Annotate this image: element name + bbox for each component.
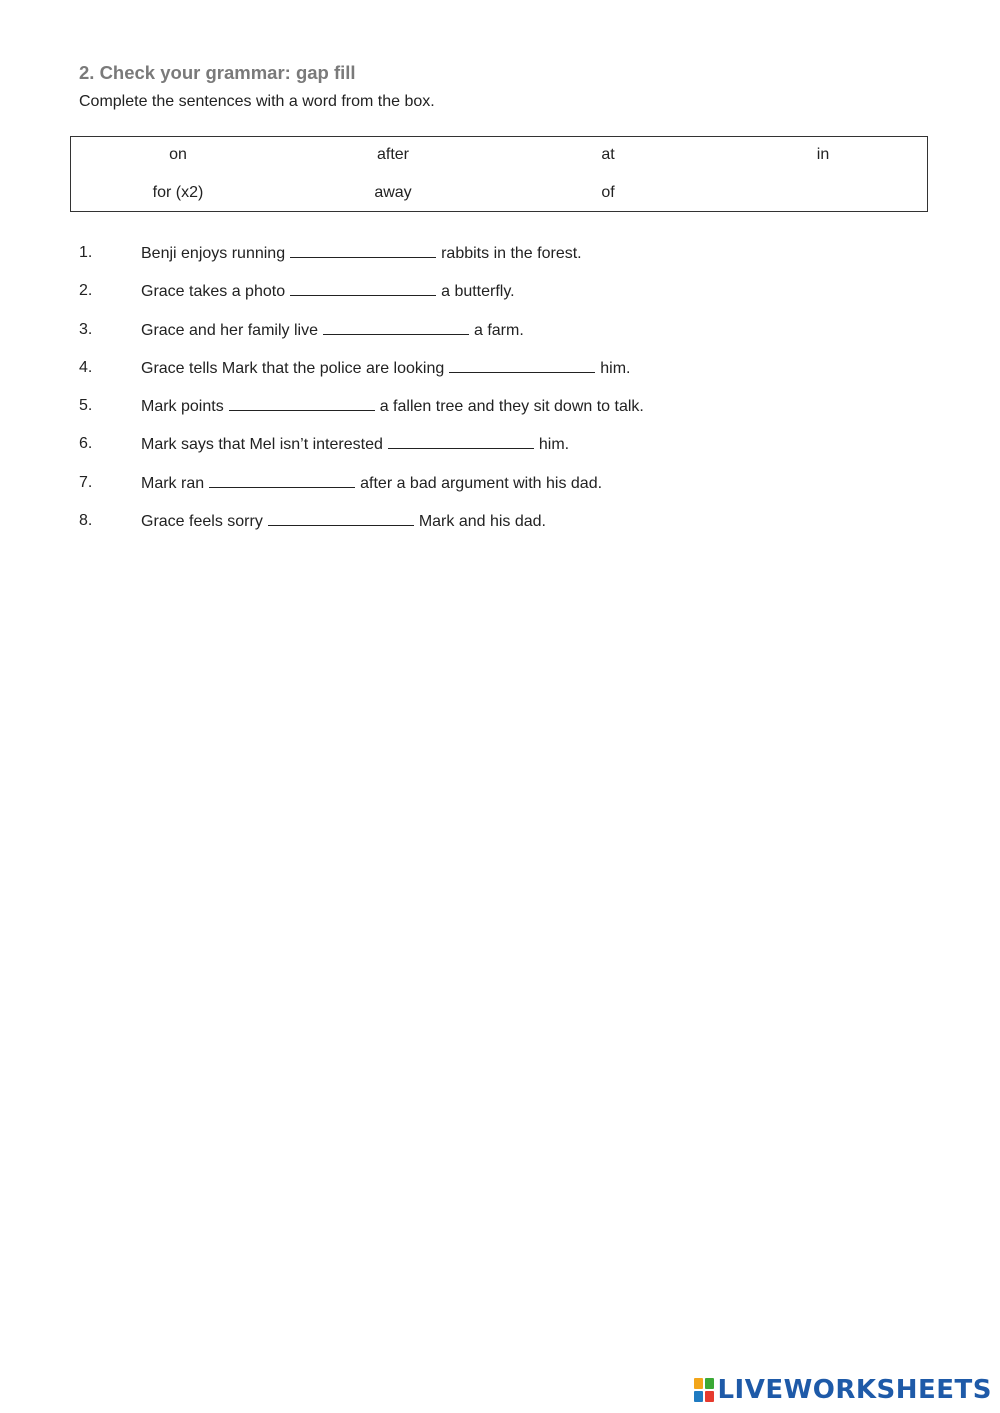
word-option: in xyxy=(816,146,830,163)
question-text-after: a fallen tree and they sit down to talk. xyxy=(379,398,644,416)
answer-gap[interactable] xyxy=(449,358,595,373)
word-box-row xyxy=(71,184,927,204)
answer-gap[interactable] xyxy=(290,243,436,258)
question-text xyxy=(141,434,569,455)
answer-gap[interactable] xyxy=(268,511,414,526)
question-number: 1. xyxy=(79,244,93,261)
question-item xyxy=(79,396,939,434)
question-text-before: Mark ran xyxy=(141,474,205,492)
question-text-after: a farm. xyxy=(473,321,524,339)
question-text xyxy=(141,243,582,264)
question-text xyxy=(141,281,515,302)
question-text xyxy=(141,358,631,379)
question-text xyxy=(141,473,602,494)
word-option: after xyxy=(376,146,409,163)
question-number: 4. xyxy=(79,358,93,376)
question-text-before: Grace takes a photo xyxy=(141,283,286,301)
question-text-before: Benji enjoys running xyxy=(141,245,286,262)
word-option: of xyxy=(601,184,615,201)
question-text-before: Grace feels sorry xyxy=(141,513,263,531)
word-option: away xyxy=(374,184,412,201)
word-option: at xyxy=(601,146,615,163)
word-box xyxy=(70,136,928,212)
question-text-after: Mark and his dad. xyxy=(418,513,546,531)
question-text-before: Mark points xyxy=(141,398,224,416)
question-number: 5. xyxy=(79,397,93,415)
question-number: 8. xyxy=(79,512,93,530)
answer-gap[interactable] xyxy=(290,281,436,296)
logo-text: LIVEWORKSHEETS xyxy=(717,1375,992,1405)
question-item xyxy=(79,320,939,358)
answer-gap[interactable] xyxy=(229,396,375,411)
question-item xyxy=(79,358,939,396)
question-number: 3. xyxy=(79,320,93,338)
question-item xyxy=(79,434,939,472)
question-number: 2. xyxy=(79,282,93,300)
question-text xyxy=(141,396,644,417)
liveworksheets-logo-icon xyxy=(694,1378,714,1402)
answer-gap[interactable] xyxy=(388,434,534,449)
question-text-after: him. xyxy=(600,359,631,377)
question-number: 7. xyxy=(79,473,93,491)
liveworksheets-logo xyxy=(694,1375,992,1405)
instruction-text: Complete the sentences with a word from the box. xyxy=(79,93,435,110)
question-text-after: a butterfly. xyxy=(441,283,515,301)
question-text-after: after a bad argument with his dad. xyxy=(360,474,603,492)
question-item xyxy=(79,243,939,281)
answer-gap[interactable] xyxy=(323,320,469,335)
question-number: 6. xyxy=(79,435,93,453)
question-text-after: rabbits in the forest. xyxy=(441,245,582,262)
question-item xyxy=(79,473,939,511)
question-text-after: him. xyxy=(538,436,570,454)
question-text xyxy=(141,511,546,532)
answer-gap[interactable] xyxy=(209,473,355,488)
question-text xyxy=(141,320,524,341)
question-text-before: Grace tells Mark that the police are looking xyxy=(141,359,445,377)
question-text-before: Mark says that Mel isn’t interested xyxy=(141,436,383,454)
word-option: for (x2) xyxy=(152,184,204,201)
question-item xyxy=(79,511,939,549)
question-text-before: Grace and her family live xyxy=(141,321,318,339)
word-box-row xyxy=(71,146,927,166)
question-item xyxy=(79,281,939,319)
question-list xyxy=(79,243,939,549)
worksheet-title: 2. Check your grammar: gap fill xyxy=(79,62,356,83)
word-option: on xyxy=(169,146,187,163)
